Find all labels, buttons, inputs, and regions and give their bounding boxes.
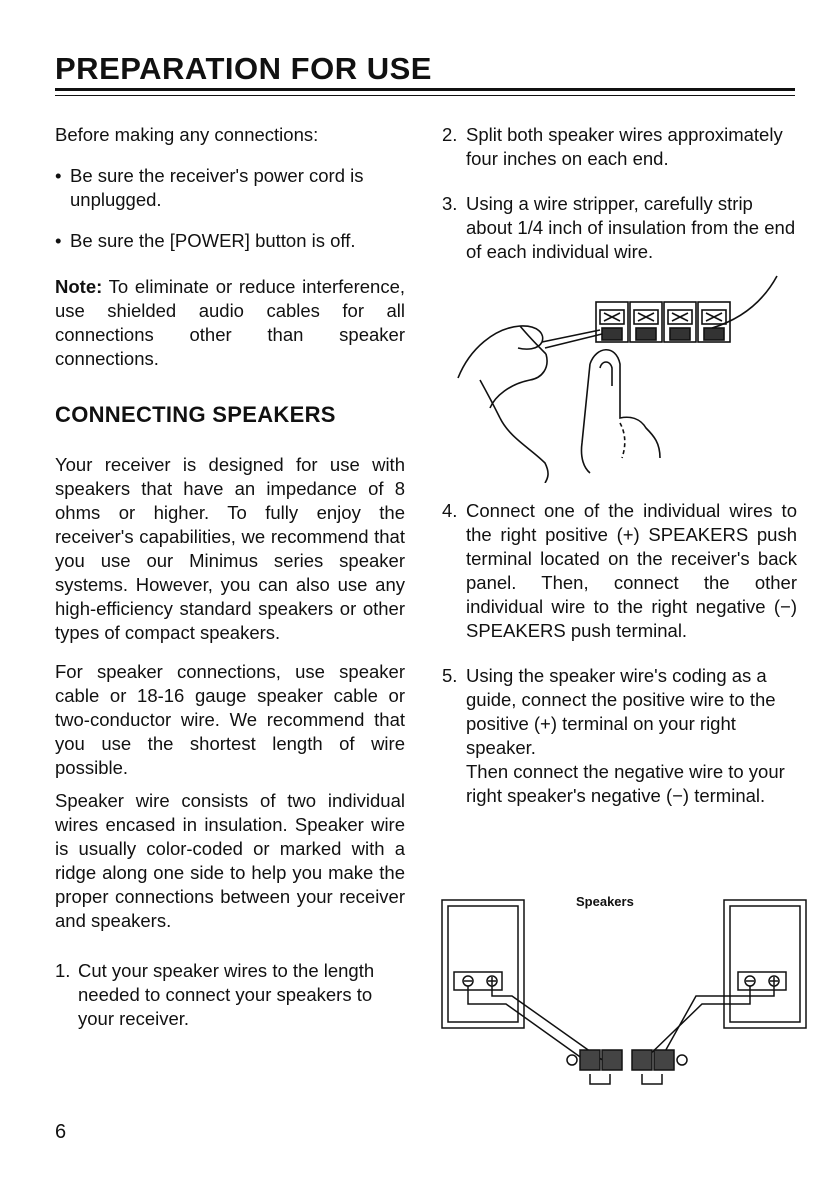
paragraph-wire: Speaker wire consists of two individual wires encased in insulation. Speaker wire is usually color-coded or marked with a ridge along one side to help you make the proper connections between your receiver and speakers.	[55, 790, 405, 931]
wire-insertion-illustration	[450, 268, 795, 483]
paragraph-cable: For speaker connections, use speaker cable or 18-16 gauge speaker cable or two-conductor wire. We recommend that you use the shortest length of wire possible.	[55, 661, 405, 778]
step-number: 1.	[55, 960, 71, 981]
right-column-top	[442, 123, 797, 264]
step-text: Split both speaker wires approximately four inches on each end.	[466, 124, 783, 169]
right-speaker	[724, 900, 806, 1028]
bullet-item	[55, 164, 405, 212]
step-number: 5.	[442, 665, 458, 686]
right-column-bottom	[442, 499, 797, 808]
bullet-item	[55, 229, 405, 253]
bullet-dot: •	[55, 230, 62, 251]
bullet-dot: •	[55, 165, 62, 186]
section-heading: CONNECTING SPEAKERS	[55, 402, 336, 427]
left-column	[55, 123, 405, 1031]
step-number: 2.	[442, 124, 458, 145]
receiver-terminals	[567, 1050, 687, 1084]
step-5-text-a: Using the speaker wire's coding as a guide, connect the positive wire to the positive (+) terminal on your right speaker.	[466, 665, 776, 758]
note-text: To eliminate or reduce interference, use shielded audio cables for all connections other than speaker connections.	[55, 276, 405, 369]
step-5-text-b: Then connect the negative wire to your right speaker's negative (−) terminal.	[466, 761, 785, 806]
page-title: PREPARATION FOR USE	[55, 51, 432, 86]
intro-text: Before making any connections:	[55, 124, 319, 145]
title-rule-thin	[55, 95, 795, 96]
title-rule-thick	[55, 88, 795, 91]
step-number: 3.	[442, 193, 458, 214]
paragraph-impedance: Your receiver is designed for use with speakers that have an impedance of 8 ohms or higher. To fully enjoy the receiver's capabilities, we recommend that you use our Minimus series speaker systems. However, you can also use any high-efficiency standard speakers or other types of compact speakers.	[55, 454, 405, 643]
step-2	[442, 123, 797, 171]
step-text	[466, 664, 797, 808]
step-1	[55, 959, 405, 1031]
speakers-label: Speakers	[576, 894, 634, 909]
step-number: 4.	[442, 500, 458, 521]
step-text: Cut your speaker wires to the length needed to connect your speakers to your receiver.	[78, 960, 375, 1029]
bullet-text: Be sure the receiver's power cord is unplugged.	[70, 165, 364, 210]
note-paragraph	[55, 275, 405, 371]
page-number: 6	[55, 1121, 67, 1143]
bullet-text: Be sure the [POWER] button is off.	[70, 230, 356, 251]
step-text: Connect one of the individual wires to the right positive (+) SPEAKERS push terminal located on the receiver's back panel. Then, connect the other individual wire to the right negative (−) SPEAKERS push terminal.	[466, 500, 797, 641]
speaker-wiring-diagram	[440, 892, 810, 1097]
step-4	[442, 499, 797, 643]
step-text: Using a wire stripper, carefully strip about 1/4 inch of insulation from the end of each individual wire.	[466, 193, 796, 262]
step-3	[442, 192, 797, 264]
note-label: Note:	[55, 276, 103, 297]
wiring-graphic	[440, 892, 810, 1097]
terminal-block	[596, 302, 730, 342]
step-5	[442, 664, 797, 808]
